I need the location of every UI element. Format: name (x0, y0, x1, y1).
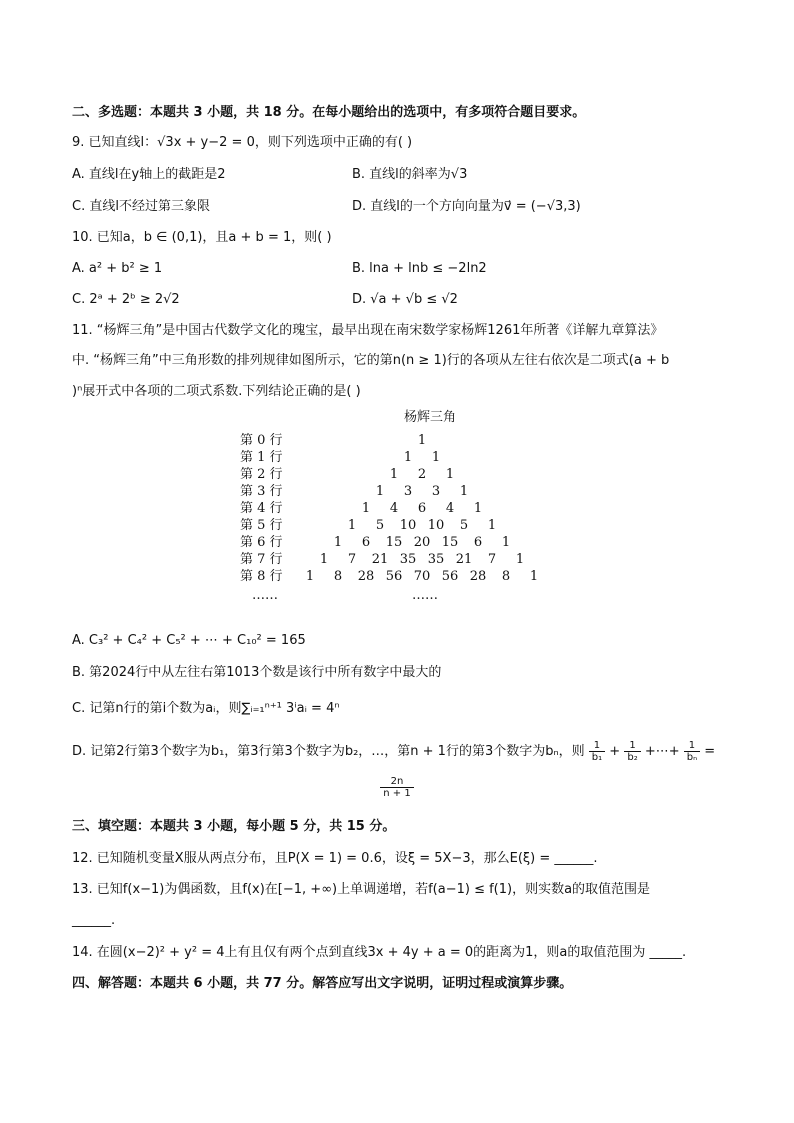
question-9-stem: 9. 已知直线l：√3x + y−2 = 0，则下列选项中正确的有( ) (72, 135, 413, 150)
triangle-title: 杨辉三角 (403, 410, 456, 425)
triangle-number: 1 (389, 467, 399, 482)
fraction-numerator: 1 (624, 740, 640, 752)
triangle-row-label: 第 5 行 (240, 518, 283, 533)
fraction-numerator: 1 (684, 740, 700, 752)
triangle-number: 56 (385, 569, 403, 584)
triangle-number: 1 (487, 518, 497, 533)
question-11-option-b: B. 第2024行中从左往右第1013个数是该行中所有数字中最大的 (72, 665, 442, 680)
section-heading-fill-in: 三、填空题：本题共 3 小题，每小题 5 分，共 15 分。 (72, 819, 396, 834)
fraction-1-over-bn (684, 740, 700, 763)
triangle-number: 5 (375, 518, 385, 533)
fraction-2n-over-n-plus-1 (380, 776, 413, 799)
triangle-row-label: 第 6 行 (240, 535, 283, 550)
triangle-row-label: 第 2 行 (240, 467, 283, 482)
triangle-number: 1 (361, 501, 371, 516)
plus-sign: + (609, 744, 621, 759)
triangle-number: 28 (357, 569, 375, 584)
question-10-option-c: C. 2ᵃ + 2ᵇ ≥ 2√2 (72, 292, 180, 307)
yang-hui-triangle (240, 410, 560, 610)
triangle-row-label: 第 1 行 (240, 450, 283, 465)
triangle-number: 6 (473, 535, 483, 550)
triangle-number: 7 (487, 552, 497, 567)
triangle-number: 5 (459, 518, 469, 533)
triangle-number: 56 (441, 569, 459, 584)
triangle-number: 1 (319, 552, 329, 567)
triangle-number: 70 (413, 569, 431, 584)
triangle-number: 20 (413, 535, 431, 550)
fraction-denominator: b₂ (627, 752, 638, 763)
triangle-number: 35 (427, 552, 445, 567)
triangle-number: 8 (333, 569, 343, 584)
triangle-number: 3 (431, 484, 441, 499)
question-11-stem-line2: 中. “杨辉三角”中三角形数的排列规律如图所示，它的第n(n ≥ 1)行的各项从左往右依次是二项式(a + b (72, 353, 670, 368)
question-11-option-a: A. C₃² + C₄² + C₅² + ⋯ + C₁₀² = 165 (72, 633, 306, 648)
question-11-option-c: C. 记第n行的第i个数为aᵢ，则∑ᵢ₌₁ⁿ⁺¹ 3ⁱaᵢ = 4ⁿ (72, 701, 340, 716)
question-10-stem: 10. 已知a，b ∈ (0,1)，且a + b = 1，则( ) (72, 230, 332, 245)
triangle-number: 1 (417, 433, 427, 448)
triangle-row-label: 第 0 行 (240, 433, 283, 448)
triangle-number: 1 (305, 569, 315, 584)
question-11-option-d (72, 740, 715, 763)
fraction-1-over-b1 (589, 740, 605, 763)
triangle-number: 4 (445, 501, 455, 516)
question-11-option-d-result (372, 776, 422, 799)
triangle-number: 1 (473, 501, 483, 516)
triangle-row-label: 第 4 行 (240, 501, 283, 516)
triangle-number: 7 (347, 552, 357, 567)
equals-sign: = (704, 744, 716, 759)
question-9-option-a: A. 直线l在y轴上的截距是2 (72, 167, 226, 182)
triangle-ellipsis-center: …… (412, 588, 438, 603)
triangle-number: 15 (441, 535, 459, 550)
fraction-denominator: b₁ (591, 752, 603, 763)
fraction-denominator: n + 1 (383, 788, 411, 799)
triangle-number: 1 (403, 450, 413, 465)
section-heading-multiple-choice: 二、多选题：本题共 3 小题，共 18 分。在每小题给出的选项中，有多项符合题目要求。 (72, 105, 586, 120)
fraction-numerator: 1 (589, 740, 605, 752)
triangle-number: 21 (455, 552, 473, 567)
triangle-number: 1 (515, 552, 525, 567)
question-14: 14. 在圆(x−2)² + y² = 4上有且仅有两个点到直线3x + 4y + a = 0的距离为1，则a的取值范围为 _____. (72, 945, 687, 960)
triangle-number: 1 (445, 467, 455, 482)
triangle-number: 4 (389, 501, 399, 516)
triangle-row-label: 第 3 行 (240, 484, 283, 499)
triangle-number: 6 (361, 535, 371, 550)
triangle-row-label: 第 8 行 (240, 569, 283, 584)
question-9-option-d: D. 直线l的一个方向向量为v⃗ = (−√3,3) (352, 199, 581, 214)
question-11-stem-line1: 11. “杨辉三角”是中国古代数学文化的瑰宝，最早出现在南宋数学家杨辉1261年所著《详解九章算法》 (72, 323, 664, 338)
triangle-ellipsis-left: …… (252, 588, 278, 603)
triangle-number: 3 (403, 484, 413, 499)
question-9-option-b: B. 直线l的斜率为√3 (352, 167, 468, 182)
triangle-number: 1 (375, 484, 385, 499)
triangle-number: 15 (385, 535, 403, 550)
fraction-denominator: bₙ (686, 752, 698, 763)
question-9-option-c: C. 直线l不经过第三象限 (72, 199, 210, 214)
question-11-stem-line3: )ⁿ展开式中各项的二项式系数.下列结论正确的是( ) (72, 384, 361, 399)
triangle-number: 8 (501, 569, 511, 584)
triangle-number: 6 (417, 501, 427, 516)
triangle-number: 1 (333, 535, 343, 550)
triangle-number: 10 (399, 518, 417, 533)
triangle-number: 1 (459, 484, 469, 499)
section-heading-solutions: 四、解答题：本题共 6 小题，共 77 分。解答应写出文字说明，证明过程或演算步骤。 (72, 976, 573, 991)
triangle-number: 10 (427, 518, 445, 533)
question-13-line1: 13. 已知f(x−1)为偶函数，且f(x)在[−1, +∞)上单调递增，若f(a−1) ≤ f(1)，则实数a的取值范围是 (72, 882, 651, 897)
question-13-line2: ______. (72, 913, 116, 928)
question-12: 12. 已知随机变量X服从两点分布，且P(X = 1) = 0.6，设ξ = 5X−3，那么E(ξ) = ______. (72, 851, 598, 866)
triangle-number: 2 (417, 467, 427, 482)
triangle-number: 21 (371, 552, 389, 567)
triangle-number: 1 (501, 535, 511, 550)
plus-ellipsis: +⋯+ (644, 744, 680, 759)
triangle-number: 1 (431, 450, 441, 465)
question-10-option-a: A. a² + b² ≥ 1 (72, 261, 163, 276)
triangle-number: 1 (347, 518, 357, 533)
fraction-numerator: 2n (380, 776, 413, 788)
triangle-row-label: 第 7 行 (240, 552, 283, 567)
question-10-option-b: B. lna + lnb ≤ −2ln2 (352, 261, 487, 276)
fraction-1-over-b2 (624, 740, 640, 763)
triangle-number: 1 (529, 569, 539, 584)
question-11-option-d-text: D. 记第2行第3个数字为b₁，第3行第3个数字为b₂，…，第n + 1行的第3个数字为bₙ，则 (72, 744, 585, 759)
triangle-number: 28 (469, 569, 487, 584)
question-10-option-d: D. √a + √b ≤ √2 (352, 292, 458, 307)
triangle-number: 35 (399, 552, 417, 567)
